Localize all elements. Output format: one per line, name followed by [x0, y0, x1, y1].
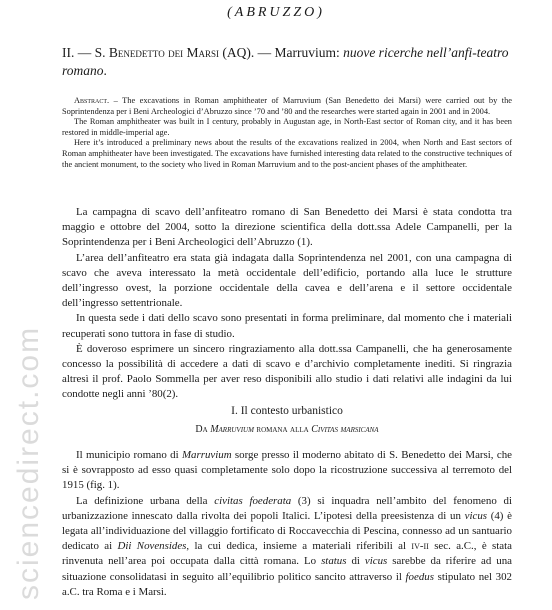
body-paragraph: È doveroso esprimere un sincero ringraziamento alla dott.ssa Campanelli, che ha generosamente concesso la possibilità di accedere a dati di scavo e d’archivio completamente inediti. Si ringrazia altresì il prof. Paolo Sommella per aver reso disponibili allo studio i dati relativi alle indagini da lui condotte negli anni ’80(2).: [62, 342, 512, 401]
abstract-paragraph: Here it’s introduced a preliminary news about the results of the excavations realized in 2004, when North and East sectors of Roman amphitheater have been investigated. The excavations have furnished interesting data related to the constructive techniques of the ancient monument, to the society who lived in Roman Marruvium and to the post-ancient phases of the amphitheater.: [62, 138, 512, 169]
region-header: (ABRUZZO): [227, 5, 325, 20]
section-body: [62, 448, 512, 600]
heading-period: .: [103, 63, 107, 78]
body-paragraph: La definizione urbana della civitas foederata (3) si inquadra nell’ambito del fenomeno di urbanizzazione innescato dalla rivolta dei popoli Italici. L’ipotesi della preesistenza di un vicus (4) è legata all’individuazione del villaggio fortificato di Roccavecchia di Pescina, connesso ad un santuario dedicato ai Dii Novensides, la cui dedica, insieme a materiali riferibili al iv-ii sec. a.C., è stata rinvenuta nell’area poi occupata dalla città romana. Lo status di vicus sarebbe da riferire ad una situazione consolidatasi in seguito all’equilibrio politico sancito attraverso il foedus stipulato nel 302 a.C. tra Roma e i Marsi.: [62, 494, 513, 598]
watermark: [0, 190, 58, 610]
heading-subtitle: nuove ricerche nell’anfi-teatro romano: [62, 45, 509, 78]
abstract-label: Abstract.: [74, 96, 110, 105]
abstract: [62, 96, 512, 170]
article-heading: [62, 44, 512, 80]
heading-site: S. Benedetto dei Marsi: [94, 45, 219, 60]
abstract-paragraph: Abstract. – The excavations in Roman amphitheater of Marruvium (San Benedetto dei Marsi) were carried out by the Soprintendenza per i Beni Archeologici d’Abruzzo since ’70 and ’80 and the researches were started again in 2001 and in 2004.: [62, 96, 512, 116]
body-paragraph: In questa sede i dati dello scavo sono presentati in forma preliminare, dal momento che i materiali recuperati sono tuttora in fase di studio.: [62, 312, 512, 340]
intro-body: [62, 205, 512, 403]
body-paragraph: La campagna di scavo dell’anfiteatro romano di San Benedetto dei Marsi è stata condotta tra maggio e ottobre del 2004, sotto la direzione scientifica della dott.ssa Adele Campanelli, per la Soprintendenza per i Beni Archeologici dell’Abruzzo (1).: [62, 206, 512, 249]
section-subtitle: Da Marruvium romana alla Civitas marsicana: [195, 424, 379, 435]
body-paragraph: Il municipio romano di Marruvium sorge presso il moderno abitato di S. Benedetto dei Marsi, che si è sovrapposto ad esso quasi completamente solo dopo la ricostruzione successiva al terremoto del 1915 (fig. 1).: [62, 449, 512, 492]
section-title: I. Il contesto urbanistico: [231, 405, 343, 417]
heading-number: II. —: [62, 45, 95, 60]
heading-province: (AQ). — Marruvium:: [218, 45, 344, 60]
watermark-text: sciencedirect.com: [12, 325, 45, 600]
body-paragraph: L’area dell’anfiteatro era stata già indagata dalla Soprintendenza nel 2001, con una campagna di scavo che aveva interessato la metà occidentale dell’edificio, portando alla luce le strutture dell’ingresso ovest, la porzione occidentale della cavea e dell’arena e il settore occidentale dell’ingresso settentrionale.: [62, 251, 512, 310]
abstract-paragraph: The Roman amphitheater was built in I century, probably in Augustan age, in North-East sector of Roman city, and it has been restored in middle-imperial age.: [62, 117, 512, 137]
